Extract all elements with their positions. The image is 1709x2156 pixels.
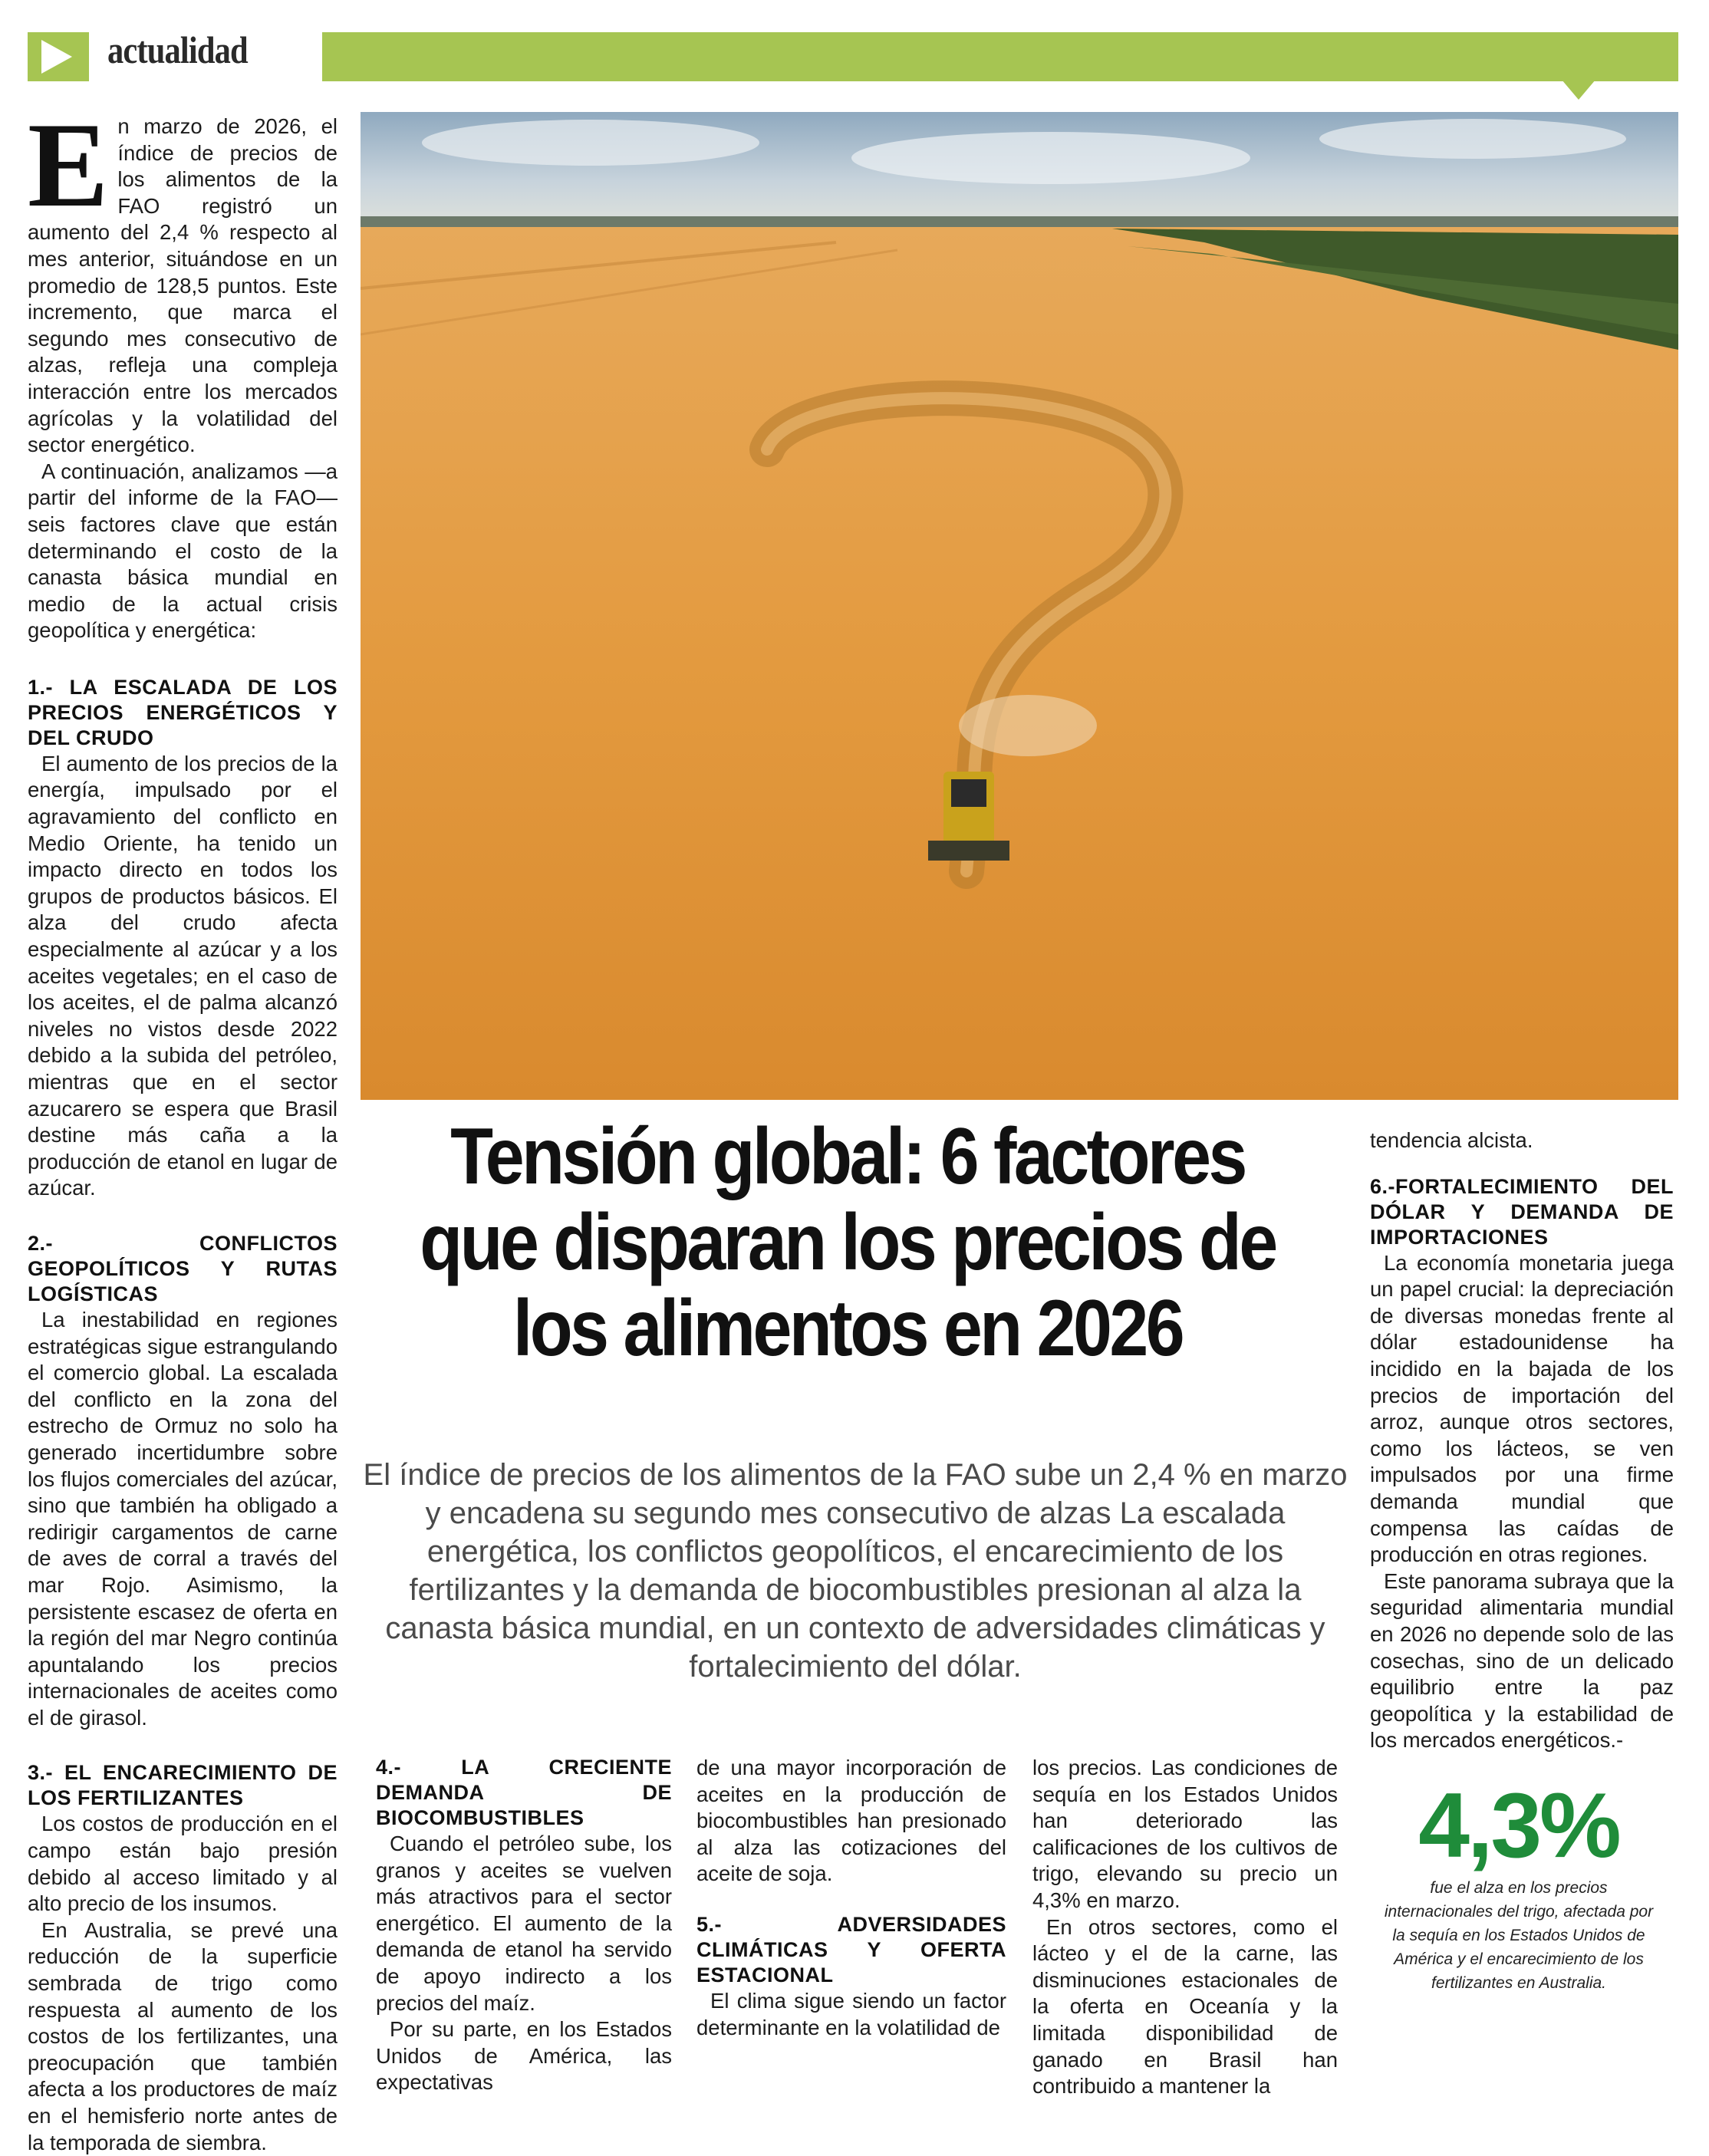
right-column [1370,1127,1674,1754]
section-heading: 1.- LA ESCALADA DE LOS PRECIOS ENERGÉTICOS Y DEL CRUDO [28,675,338,749]
section-paragraph: Por su parte, en los Estados Unidos de América, las expectativas [376,2017,672,2095]
intro-paragraph: A continuación, analizamos —a partir del informe de la FAO— seis factores clave que están determinando el costo de la canasta básica mundial en medio de la actual crisis geopolítica y energética: [28,459,338,643]
stat-caption: fue el alza en los precios internacionales del trigo, afectada por la sequía en los Estados Unidos de América y el encarecimiento de los fertilizantes en Australia. [1384,1879,1654,1992]
section-heading: 5.- ADVERSIDADES CLIMÁTICAS Y OFERTA ESTACIONAL [696,1912,1006,1986]
intro-paragraph: n marzo de 2026, el índice de precios de los alimentos de la FAO registró un aumento del 2,4 % respecto al mes anterior, situándose en un promedio de 128,5 puntos. Este incremento, que marca el segundo mes consecutivo de alzas, refleja una compleja interacción entre los mercados agrícolas y la volatilidad del sector energético. [28,114,338,457]
left-column [28,98,338,2156]
section-label: actualidad [107,28,248,71]
section-paragraph: Los costos de producción en el campo están bajo presión debido al acceso limitado y al alto precio de los insumos. [28,1812,338,1916]
section-header-band [322,32,1678,81]
section-heading: 2.- CONFLICTOS GEOPOLÍTICOS Y RUTAS LOGÍSTICAS [28,1231,338,1305]
section-paragraph: de una mayor incorporación de aceites en la producción de biocombustibles han presionado al alza las cotizaciones del aceite de soja. [696,1756,1006,1886]
deck: El índice de precios de los alimentos de la FAO sube un 2,4 % en marzo y encadena su segundo mes consecutivo de alzas La escalada energética, los conflictos geopolíticos, el encarecimiento de los fertilizantes y la demanda de biocombustibles presionan al alza la canasta básica mundial, en un contexto de adversidades climáticas y fortalecimiento del dólar. [363,1458,1348,1684]
section-paragraph: tendencia alcista. [1370,1128,1533,1152]
section-heading: 3.- EL ENCARECIMIENTO DE LOS FERTILIZANTES [28,1761,338,1810]
section-paragraph: Este panorama subraya que la seguridad alimentaria mundial en 2026 no depende solo de las cosechas, sino de un delicado equilibrio entre la paz geopolítica y la estabilidad de los mercados energéticos.- [1370,1568,1674,1753]
section-paragraph: La inestabilidad en regiones estratégicas sigue estrangulando el comercio global. La escalada del conflicto en la zona del estrecho de Ormuz no solo ha generado incertidumbre sobre los flujos comerciales del azúcar, sino que también ha obligado a redirigir cargamentos de carne de aves de corral a través del mar Rojo. Asimismo, la persistente escasez de oferta en la región del mar Negro continúa apuntalando los precios internacionales de aceites como el de girasol. [28,1307,338,1730]
section-paragraph: Cuando el petróleo sube, los granos y aceites se vuelven más atractivos para el sector energético. El aumento de la demanda de etanol ha servido de apoyo indirecto a los precios del maíz. [376,1832,672,2015]
column-6 [1032,1755,1338,2100]
column-5 [696,1755,1006,2041]
wheat-field-photo [361,112,1678,1100]
headline: Tensión global: 6 factores que disparan los precios de los alimentos en 2026 [420,1112,1276,1373]
section-paragraph: los precios. Las condiciones de sequía en los Estados Unidos han deteriorado las calificaciones de los cultivos de trigo, elevando su precio un 4,3% en marzo. [1032,1756,1338,1912]
section-paragraph: En Australia, se prevé una reducción de la superficie sembrada de trigo como respuesta al aumento de los costos de los fertilizantes, una preocupación que también afecta a los productores de maíz en el hemisferio norte antes de la temporada de siembra. [28,1917,338,2154]
section-paragraph: El clima sigue siendo un factor determinante en la volatilidad de [696,1988,1006,2039]
stat-value: 4,3% [1418,1774,1619,1877]
section-paragraph: En otros sectores, como el lácteo y el de la carne, las disminuciones estacionales de la oferta en Oceanía y la limitada disponibilidad de ganado en Brasil han contribuido a mantener la [1032,1914,1338,2098]
header-notch [1562,80,1595,100]
section-heading: 6.-FORTALECIMIENTO DEL DÓLAR Y DEMANDA DE IMPORTACIONES [1370,1174,1674,1249]
section-play-icon [28,32,89,81]
section-paragraph: El aumento de los precios de la energía, impulsado por el agravamiento del conflicto en Medio Oriente, ha tenido un impacto directo en todos los grupos de productos básicos. El alza del crudo afecta especialmente al azúcar y a los aceites vegetales; en el caso de los aceites, el de palma alcanzó niveles no vistos desde 2022 debido a la subida del petróleo, mientras que en el sector azucarero se espera que Brasil destine más caña a la producción de etanol en lugar de azúcar. [28,751,338,1200]
section-heading: 4.- LA CRECIENTE DEMANDA DE BIOCOMBUSTIBLES [376,1756,672,1829]
drop-cap: E [28,98,109,232]
column-4 [376,1755,672,2096]
section-paragraph: La economía monetaria juega un papel crucial: la depreciación de diversas monedas frente al dólar estadounidense ha incidido en la bajada de los precios de importación del arroz, aunque otros sectores, como los lácteos, se ven impulsados por una firme demanda mundial que compensa las caídas de producción en otras regiones. [1370,1250,1674,1567]
